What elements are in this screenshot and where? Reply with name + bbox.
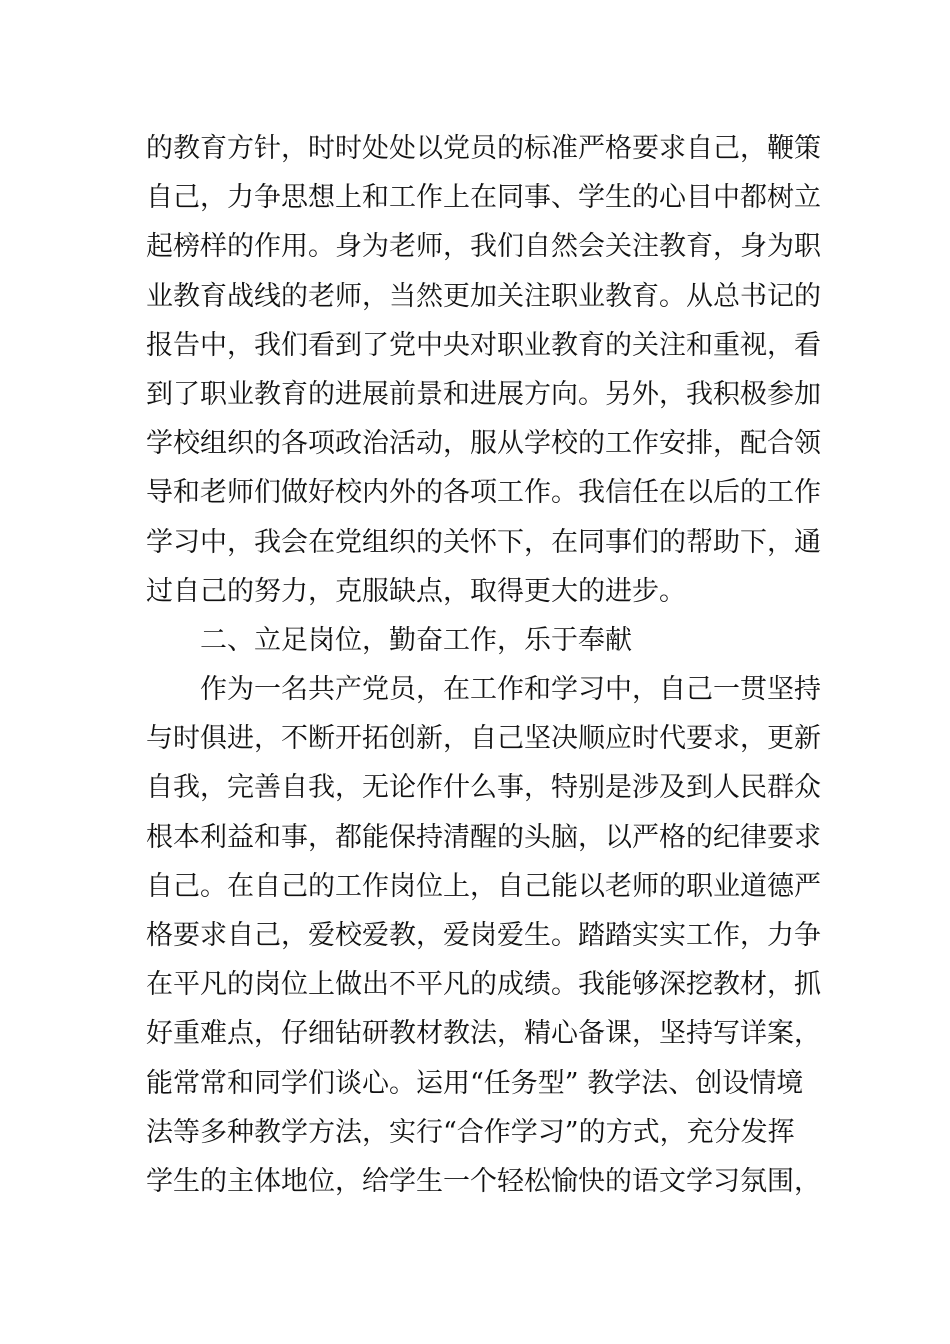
text-line: 自我，完善自我，无论作什么事，特别是涉及到人民群众	[146, 772, 821, 804]
text-line: 自己。在自己的工作岗位上，自己能以老师的职业道德严	[146, 870, 821, 902]
text-line: 到了职业教育的进展前景和进展方向。另外，我积极参加	[146, 378, 821, 410]
text-line: 在平凡的岗位上做出不平凡的成绩。我能够深挖教材，抓	[146, 969, 821, 1001]
text-line: 报告中，我们看到了党中央对职业教育的关注和重视，看	[146, 329, 821, 361]
text-line: 业教育战线的老师，当然更加关注职业教育。从总书记的	[146, 280, 821, 312]
text-line: 能常常和同学们谈心。运用“任务型” 教学法、创设情境	[146, 1067, 804, 1099]
text-line: 根本利益和事，都能保持清醒的头脑，以严格的纪律要求	[146, 821, 821, 853]
text-line: 学习中，我会在党组织的关怀下，在同事们的帮助下，通	[146, 526, 821, 558]
text-line: 格要求自己，爱校爱教，爱岗爱生。踏踏实实工作，力争	[146, 920, 821, 951]
section-heading: 二、立足岗位，勤奋工作，乐于奉献	[200, 624, 632, 656]
text-line: 起榜样的作用。身为老师，我们自然会关注教育，身为职	[146, 231, 821, 263]
text-line: 学生的主体地位，给学生一个轻松愉快的语文学习氛围，	[146, 1165, 821, 1197]
text-line: 过自己的努力，克服缺点，取得更大的进步。	[146, 575, 686, 607]
text-line: 法等多种教学方法，实行“合作学习”的方式，充分发挥	[146, 1116, 795, 1148]
text-line: 的教育方针，时时处处以党员的标准严格要求自己，鞭策	[146, 133, 821, 164]
text-line: 作为一名共产党员，在工作和学习中，自己一贯坚持	[200, 674, 821, 706]
body-text	[146, 124, 826, 1206]
text-line: 自己，力争思想上和工作上在同事、学生的心目中都树立	[146, 182, 821, 214]
text-line: 好重难点，仔细钻研教材教法，精心备课，坚持写详案，	[146, 1018, 821, 1050]
text-line: 导和老师们做好校内外的各项工作。我信任在以后的工作	[146, 477, 821, 509]
text-line: 与时俱进，不断开拓创新，自己坚决顺应时代要求，更新	[146, 723, 821, 755]
text-line: 学校组织的各项政治活动，服从学校的工作安排，配合领	[146, 428, 821, 460]
